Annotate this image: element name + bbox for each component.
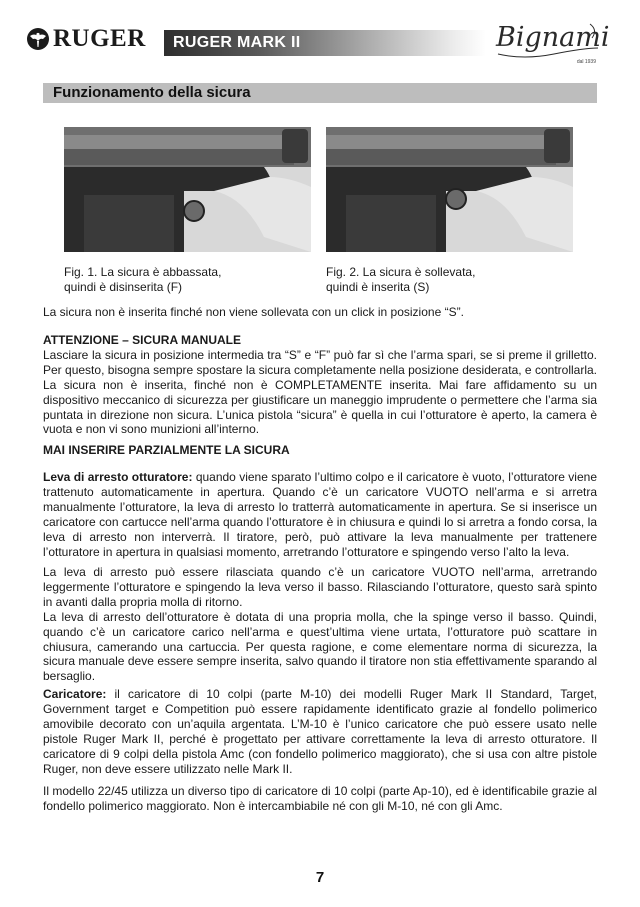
figure-2-photo — [326, 127, 573, 252]
figure-2-caption — [326, 265, 475, 295]
intro-paragraph — [43, 305, 597, 320]
pistol-safety-down-image — [64, 127, 311, 252]
lever-text: quando viene sparato l’ultimo colpo e il caricatore è vuoto, l’otturatore viene trattenuto automaticamente in apertura. Quando c’è un caricatore VUOTO nell’arma e si arretra manualmente l’otturatore, la leva di arresto lo tratterrà automaticamente in apertura. Se si inserisce un caricatore con cartucce nell’arma quando l’otturatore è in chiusura e quindi lo si arretra a fondo corsa, la leva di arresto non interverrà. Il tiratore, però, può attivare la leva manualmente per trattenere l’otturatore in apertura in qualsiasi momento, arretrando l’otturatore e spingendo verso l’alto la leva. — [43, 470, 597, 559]
caption-line: Fig. 2. La sicura è sollevata, — [326, 265, 476, 279]
lever-release-section — [43, 565, 597, 684]
caption-line: Fig. 1. La sicura è abbassata, — [64, 265, 222, 279]
caption-line: quindi è inserita (S) — [326, 280, 430, 294]
magazine-section — [43, 687, 597, 776]
warning-section — [43, 333, 597, 437]
pistol-safety-up-image — [326, 127, 573, 252]
never-partial-section — [43, 443, 597, 458]
ruger-logo — [26, 27, 146, 51]
model-title: RUGER MARK II — [173, 34, 301, 51]
warning-heading: ATTENZIONE – SICURA MANUALE — [43, 333, 241, 347]
magazine-lead: Caricatore: — [43, 687, 107, 701]
magazine-text: il caricatore di 10 colpi (parte M-10) dei modelli Ruger Mark II Standard, Target, Government target e Competition può essere rapidamente identificato grazie al fondello polimerico amovibile decorato con un’aquila argentata. L’M-10 è l’unico caricatore che può essere usato nelle pistole Ruger Mark II, perché è progettato per attivare correttamente la leva di arresto otturatore. Il caricatore di 9 colpi della pistola Amc (con fondello polimerico maggiorato), che si usa con altre pistole Ruger, non deve essere utilizzato nelle Mark II. — [43, 687, 597, 776]
bignami-logo — [494, 14, 610, 70]
model-banner — [164, 30, 486, 56]
eagle-icon — [26, 27, 50, 51]
intro-text: La sicura non è inserita finché non viene sollevata con un click in posizione “S”. — [43, 305, 464, 319]
section-title-bar — [43, 83, 597, 103]
dealer-name: Bignami — [496, 22, 610, 53]
page-header — [0, 0, 640, 80]
lever-lead: Leva di arresto otturatore: — [43, 470, 193, 484]
lever-section — [43, 470, 597, 559]
lever-release-text: La leva di arresto può essere rilasciata quando c’è un caricatore VUOTO nell’arma, arretrando leggermente l’otturatore e spingendo la leva verso il basso. Rilasciando l’otturatore, questo sarà spinto in avanti dalla propria molla di ritorno. — [43, 565, 597, 609]
figure-1-caption — [64, 265, 221, 295]
section-title: Funzionamento della sicura — [53, 84, 251, 101]
page-number: 7 — [315, 869, 325, 886]
lever-spring-text: La leva di arresto dell’otturatore è dotata di una propria molla, che la spinge verso il basso. Quindi, quando c’è un caricatore carico nell’arma e quest’ultima viene urtata, l’otturatore può scattare in chiusura, camerando una cartuccia. Per questa ragione, e come elementare norma di sicurezza, la sicura manuale deve essere sempre inserita, salvo quando il tiratore non stia effettivamente sparando al bersaglio. — [43, 609, 597, 684]
figure-1-photo — [64, 127, 311, 252]
dealer-since: dal 1939 — [576, 59, 596, 65]
caption-line: quindi è disinserita (F) — [64, 280, 183, 294]
warning-text: Lasciare la sicura in posizione intermedia tra “S” e “F” può far sì che l’arma spari, se si preme il grilletto. Per questo, bisogna sempre spostare la sicura completamente nella posizione desiderata, e controllarla. La sicura non è inserita, finché non è COMPLETAMENTE inserita. Mai fare affidamento su un dispositivo meccanico di sicurezza per giustificare un maneggio imprudente o permettere che l’arma sia puntata in direzione non sicura. L’unica pistola “sicura” è quella in cui l’otturatore è aperto, la camera è vuota e non vi sono munizioni all’interno. — [43, 347, 597, 437]
brand-name: RUGER — [53, 25, 146, 52]
never-partial-heading: MAI INSERIRE PARZIALMENTE LA SICURA — [43, 443, 290, 457]
model-note-section — [43, 784, 597, 814]
model-note-text: Il modello 22/45 utilizza un diverso tipo di caricatore di 10 colpi (parte Ap-10), ed è identificabile grazie al fondello polimerico maggiorato. Non è intercambiabile né con gli M-10, né con gli Amc. — [43, 784, 597, 813]
